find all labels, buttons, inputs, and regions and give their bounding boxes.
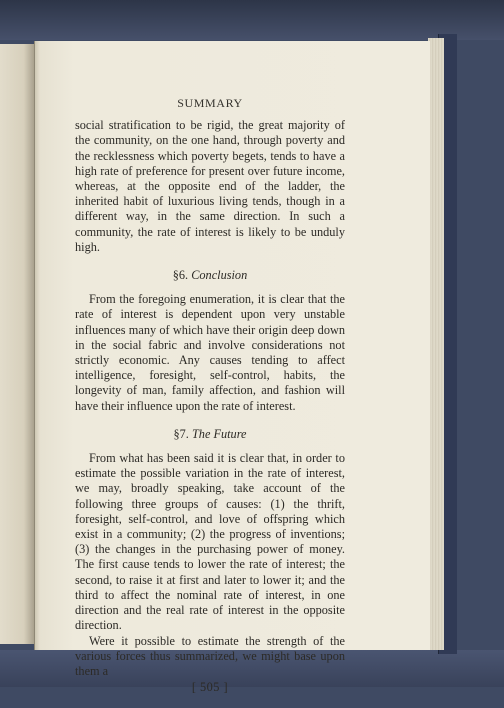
section-heading-conclusion <box>75 268 345 283</box>
paragraph-future-1: From what has been said it is clear that, in order to estimate the possible variation in the rate of interest, we may, broadly speaking, take account of the following three groups of causes: (1) the thrift, foresight, self-control, and love of offspring which exist in a community; (2) the progress of inventions; (3) the changes in the purchasing power of money. The first cause tends to lower the rate of interest; the second, to raise it at first and later to lower it; and the third to affect the nominal rate of interest, in one direction and the real rate of interest in the opposite direction. <box>75 451 345 633</box>
section-title: Conclusion <box>191 268 248 283</box>
page-edges <box>428 38 444 650</box>
paragraph-conclusion: From the foregoing enumeration, it is clear that the rate of interest is dependent upon very unstable influences many of which have their origin deep down in the social fabric and involve considerations not strictly economic. Any causes tending to affect intelligence, foresight, self-control, habits, the longevity of man, family affection, and fashion will have their influence upon the rate of interest. <box>75 292 345 413</box>
section-number: §6. <box>172 268 189 283</box>
section-title: The Future <box>191 426 247 441</box>
section-heading-future <box>75 427 345 442</box>
page-number: [ 505 ] <box>191 680 229 695</box>
backdrop-top <box>0 0 504 40</box>
paragraph-continuation: social stratification to be rigid, the great majority of the community, on the one hand, through poverty and the recklessness which poverty begets, tends to have a high rate of preference for present over future income, whereas, at the opposite end of the ladder, the inherited habit of luxurious living tends, though in a different way, in the same direction. In such a community, the rate of interest is likely to be unduly high. <box>75 118 345 254</box>
section-number: §7. <box>173 426 189 441</box>
left-page-sliver <box>0 44 34 644</box>
paragraph-future-2: Were it possible to estimate the strength of the various forces thus summarized, we might base upon them a <box>75 633 345 678</box>
book-page <box>34 41 430 695</box>
page-text-block <box>75 96 345 708</box>
running-head: SUMMARY <box>177 96 243 110</box>
